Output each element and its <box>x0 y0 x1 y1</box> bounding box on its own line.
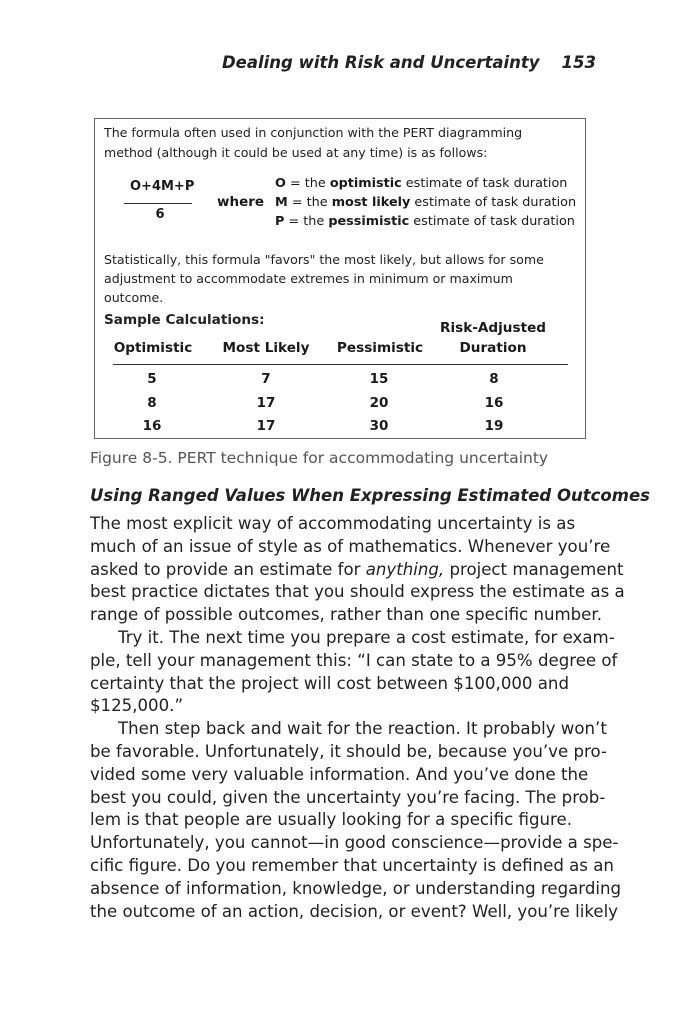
figure-caption: Figure 8-5. PERT technique for accommodating uncertainty <box>90 449 549 467</box>
body-line: cific figure. Do you remember that uncertainty is defined as an <box>90 855 614 875</box>
table-cell: 8 <box>489 371 499 387</box>
table-cell: 30 <box>369 418 389 434</box>
table-cell: 16 <box>484 395 504 411</box>
formula-numerator: O+4M+P <box>130 179 195 194</box>
table-header-rule <box>113 364 568 365</box>
formula-fraction-bar <box>124 203 192 204</box>
body-line: best you could, given the uncertainty you’re facing. The prob- <box>90 787 606 807</box>
body-line: range of possible outcomes, rather than one specific number. <box>90 605 602 625</box>
body-line: $125,000.” <box>90 696 184 716</box>
page-number: 153 <box>561 53 596 72</box>
header-optimistic: Optimistic <box>113 340 193 356</box>
definition-most-likely: M = the most likely estimate of task duration <box>275 195 577 210</box>
table-cell: 7 <box>261 371 271 387</box>
body-line: absence of information, knowledge, or understanding regarding <box>90 878 622 898</box>
body-line: Then step back and wait for the reaction. It probably won’t <box>118 719 607 739</box>
figure-intro-line-1: The formula often used in conjunction with the PERT diagramming <box>104 125 523 140</box>
body-line: much of an issue of style as of mathematics. Whenever you’re <box>90 536 611 556</box>
where-label: where <box>217 194 265 210</box>
stat-line-1: Statistically, this formula "favors" the most likely, but allows for some <box>104 252 544 267</box>
table-cell: 17 <box>256 395 276 411</box>
section-heading: Using Ranged Values When Expressing Estimated Outcomes <box>90 486 650 505</box>
body-line: Unfortunately, you cannot—in good conscience—provide a spe- <box>90 833 619 853</box>
definition-pessimistic: P = the pessimistic estimate of task duration <box>275 214 575 229</box>
figure-intro-line-2: method (although it could be used at any time) is as follows: <box>104 145 488 160</box>
table-cell: 5 <box>147 371 157 387</box>
body-line: ple, tell your management this: “I can state to a 95% degree of <box>90 650 618 670</box>
table-cell: 19 <box>484 418 504 434</box>
running-head <box>0 53 596 72</box>
formula-denominator: 6 <box>155 207 165 222</box>
body-line: Try it. The next time you prepare a cost estimate, for exam- <box>118 627 615 647</box>
body-line: lem is that people are usually looking for a specific figure. <box>90 810 572 830</box>
body-line: vided some very valuable information. And you’ve done the <box>90 764 589 784</box>
header-duration: Duration <box>459 340 527 356</box>
table-cell: 20 <box>369 395 389 411</box>
stat-line-3: outcome. <box>104 290 164 305</box>
body-line: best practice dictates that you should express the estimate as a <box>90 582 625 602</box>
header-pessimistic: Pessimistic <box>336 340 424 356</box>
body-line: The most explicit way of accommodating uncertainty is as <box>90 514 576 533</box>
running-head-title: Dealing with Risk and Uncertainty <box>221 53 540 72</box>
header-most-likely: Most Likely <box>222 340 310 356</box>
body-line: certainty that the project will cost between $100,000 and <box>90 673 569 693</box>
table-cell: 15 <box>369 371 389 387</box>
body-line: be favorable. Unfortunately, it should be, because you’ve pro- <box>90 741 607 761</box>
body-line: the outcome of an action, decision, or event? Well, you’re likely <box>90 901 619 921</box>
figure-box <box>94 118 586 439</box>
sample-calculations-label: Sample Calculations: <box>104 312 265 328</box>
emphasis-anything: anything, <box>365 559 445 579</box>
body-text <box>90 513 625 923</box>
table-cell: 16 <box>142 418 162 434</box>
header-risk-adjusted: Risk-Adjusted <box>439 320 547 336</box>
table-cell: 8 <box>147 395 157 411</box>
stat-line-2: adjustment to accommodate extremes in minimum or maximum <box>104 271 513 286</box>
definition-optimistic: O = the optimistic estimate of task duration <box>275 176 568 191</box>
table-cell: 17 <box>256 418 276 434</box>
body-line: asked to provide an estimate for anything, project management <box>90 559 624 579</box>
